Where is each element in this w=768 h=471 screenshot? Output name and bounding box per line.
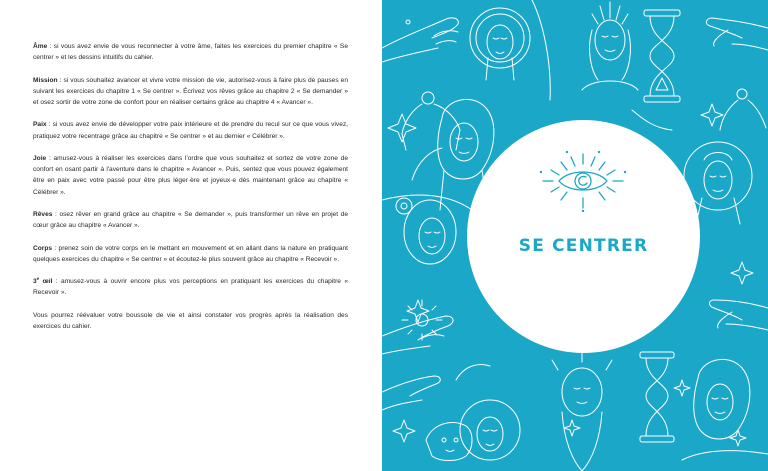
paragraph-text: : si vous souhaitez avancer et vivre votre mission de vie, autorisez-vous à faire plus de pauses en suivant les exercices du chapitre 1 « Se centrer ». Écrivez vos rêves grâce au chapitre 2 « Se demander » et osez sortir de votre zone de confort pour en réaliser certains grâce au chapitre 4 « Avancer ». [33, 76, 348, 106]
right-page [382, 0, 768, 471]
paragraph-ame [33, 41, 348, 63]
term-superscript: e [36, 275, 40, 281]
sunburst-icon [402, 300, 442, 340]
face-icon [456, 365, 520, 460]
term-label: Corps [33, 244, 53, 252]
hand-icon [706, 18, 768, 50]
hourglass-icon [644, 10, 680, 102]
paragraph-text: : si vous avez envie de développer votre paix intérieure et de prendre du recul sur ce que vous vivez, pratiquez votre recentrage grâce au chapitre « Se centrer » et au dernier « Célébrer ». [33, 121, 348, 140]
face-icon [396, 198, 456, 264]
paragraph-mission [33, 75, 348, 109]
face-icon [582, 2, 638, 90]
paragraph-joie [33, 153, 348, 198]
face-icon [470, 8, 530, 80]
paragraph-corps [33, 243, 348, 265]
term-label: Âme [33, 43, 48, 50]
paragraph-text: : osez rêver en grand grâce au chapitre « Se demander », puis transformer un rêve en projet de cœur grâce au chapitre « Avancer ». [33, 210, 348, 230]
paragraph-text: : prenez soin de votre corps en le mettant en mouvement et en allant dans la nature en pratiquant quelques exercices du chapitre « Se centrer » et écoutez-le plus souvent grâce au chapitre « Recevoir ». [33, 244, 348, 263]
face-icon [552, 350, 612, 471]
term-label: Rêves [33, 210, 53, 218]
term-label: Paix [33, 121, 47, 129]
figure-icon [402, 92, 460, 150]
paragraph-text: : amusez-vous à réaliser les exercices dans l'ordre que vous souhaitez et sortez de votre zone de confort en osant partir à l'aventure dans le chapitre « Avancer ». Puis, sentez que vous pouvez également être en paix avec votre passé pour être plus léger·ère et joyeux·e dès maintenant grâce au chapitre « Célébrer ». [33, 154, 348, 196]
figure-icon [720, 89, 766, 130]
paragraph-closing: Vous pourrez réévaluer votre boussole de vie et ainsi constater vos progrès après la réalisation des exercices du cahier. [33, 311, 348, 330]
term-word: œil [39, 278, 53, 286]
paragraph-text: : si vous avez envie de vous reconnecter à votre âme, faites les exercices du premier chapitre « Se centrer » et les dessins intuitifs du cahier. [33, 43, 348, 62]
term-number: 3 [33, 278, 37, 286]
hourglass-icon [640, 352, 674, 442]
term-label: Joie [33, 154, 47, 162]
paragraph-paix [33, 119, 348, 141]
hand-icon [382, 18, 458, 62]
panther-icon [426, 422, 472, 460]
term-label: Mission [33, 76, 58, 84]
body-text [33, 41, 348, 343]
hand-icon [382, 376, 440, 410]
face-icon [694, 359, 750, 439]
left-page [0, 0, 382, 471]
paragraph-third-eye [33, 276, 348, 298]
term-label [33, 275, 53, 286]
paragraph-reves [33, 209, 348, 231]
paragraph-text: : amusez-vous à ouvrir encore plus vos perceptions en pratiquant les exercices du chapitre « Recevoir ». [33, 278, 348, 297]
chapter-title: SE CENTRER [518, 236, 649, 256]
sunburst-eye-icon [537, 150, 629, 212]
hand-icon [710, 300, 768, 330]
